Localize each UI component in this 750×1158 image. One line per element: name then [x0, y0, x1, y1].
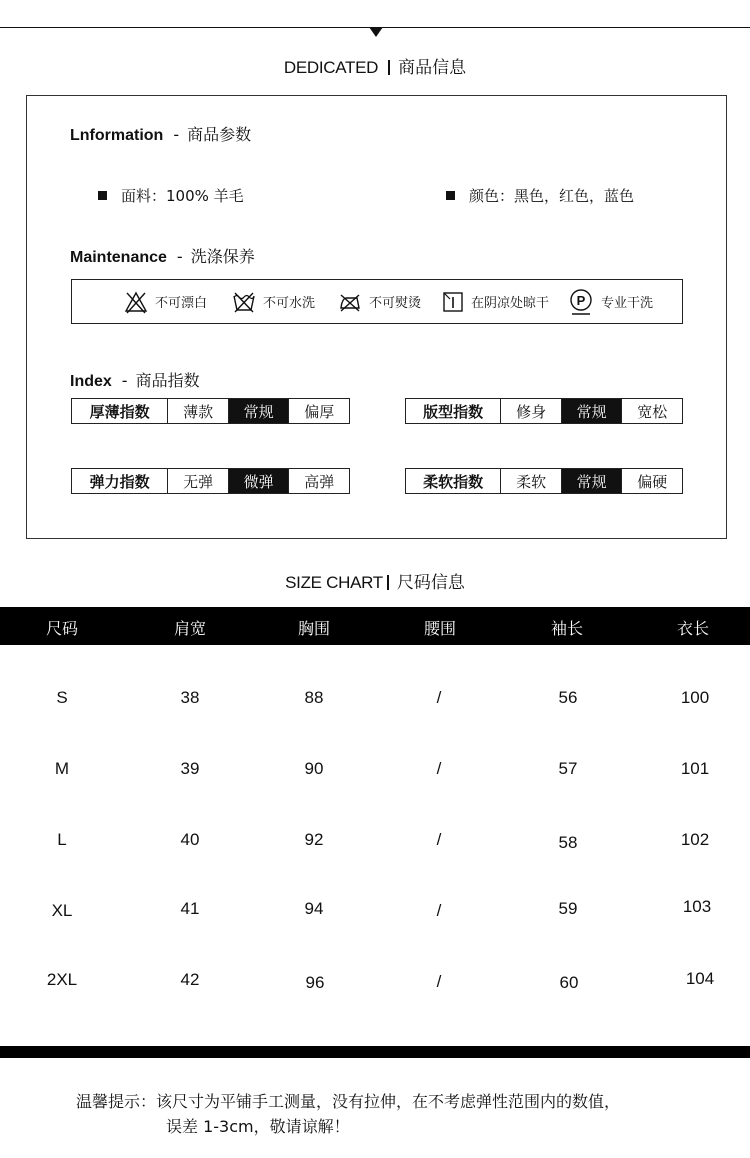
index-option: 无弹 — [167, 469, 228, 493]
index-option: 柔软 — [500, 469, 561, 493]
color-text: 颜色：黑色，红色，蓝色 — [469, 187, 635, 205]
cell-chest: 88 — [304, 688, 324, 707]
cell-waist: / — [436, 901, 442, 920]
index-option-selected: 微弹 — [228, 469, 289, 493]
care-item-no-bleach — [124, 280, 207, 323]
maintenance-heading: Maintenance - 洗涤保养 — [70, 247, 255, 266]
fabric-text: 面料：100% 羊毛 — [121, 187, 244, 205]
index-option: 修身 — [500, 399, 561, 423]
header-size: 尺码 — [45, 619, 78, 638]
care-instructions-box — [71, 279, 683, 324]
down-arrow-icon — [369, 27, 383, 37]
cell-shoulder: 39 — [180, 759, 200, 778]
table-row — [0, 759, 750, 783]
size-table-header — [0, 607, 750, 645]
index-option: 高弹 — [288, 469, 349, 493]
cell-waist: / — [436, 759, 442, 778]
maintenance-heading-en: Maintenance — [70, 249, 167, 266]
information-heading: Lnformation - 商品参数 — [70, 125, 252, 144]
care-item-no-wash — [232, 280, 315, 323]
index-heading: Index - 商品指数 — [70, 371, 200, 390]
care-label: 不可熨烫 — [369, 296, 422, 311]
no-iron-icon — [338, 290, 362, 314]
cell-chest: 90 — [304, 759, 324, 778]
cell-length: 103 — [682, 897, 712, 916]
cell-size: M — [54, 759, 70, 778]
cell-size: L — [57, 830, 67, 849]
no-bleach-icon — [124, 290, 148, 314]
cell-sleeve: 58 — [558, 833, 578, 852]
index-thickness — [71, 398, 350, 424]
bottom-divider-bar — [0, 1046, 750, 1058]
cell-waist: / — [436, 972, 442, 991]
note-line-1: 温馨提示：该尺寸为平铺手工测量，没有拉伸，在不考虑弹性范围内的数值， — [76, 1092, 621, 1111]
cell-length: 100 — [680, 688, 710, 707]
index-heading-cn: 商品指数 — [135, 371, 200, 390]
information-heading-cn: 商品参数 — [187, 125, 252, 144]
table-row — [0, 830, 750, 854]
cell-length: 104 — [685, 969, 715, 988]
dry-clean-icon — [568, 288, 594, 316]
cell-size: XL — [51, 901, 73, 920]
index-option: 偏硬 — [621, 469, 682, 493]
maintenance-heading-cn: 洗涤保养 — [190, 247, 255, 266]
cell-size: S — [56, 688, 68, 707]
title-separator — [387, 575, 389, 590]
index-elasticity — [71, 468, 350, 494]
care-item-no-iron — [338, 280, 421, 323]
no-wash-icon — [232, 290, 256, 314]
cell-chest: 92 — [304, 830, 324, 849]
care-item-shade-dry — [442, 280, 549, 323]
cell-chest: 94 — [304, 899, 324, 918]
note-line-2: 误差 1-3cm，敬请谅解！ — [166, 1117, 350, 1136]
shade-dry-icon — [442, 290, 464, 314]
index-fit — [405, 398, 683, 424]
index-name: 弹力指数 — [89, 472, 150, 491]
cell-sleeve: 60 — [559, 973, 579, 992]
index-softness — [405, 468, 683, 494]
table-row — [0, 970, 750, 994]
cell-size: 2XL — [46, 970, 78, 989]
section-title-dedicated — [0, 53, 750, 78]
index-option: 偏厚 — [288, 399, 349, 423]
index-option: 宽松 — [621, 399, 682, 423]
cell-shoulder: 38 — [180, 688, 200, 707]
cell-waist: / — [436, 688, 442, 707]
size-chart-title-en: SIZE CHART — [285, 573, 383, 592]
index-option-selected: 常规 — [228, 399, 289, 423]
cell-waist: / — [436, 830, 442, 849]
care-label: 在阴凉处晾干 — [471, 296, 550, 311]
header-chest: 胸围 — [297, 619, 330, 638]
information-heading-en: Lnformation — [70, 127, 164, 144]
care-label: 不可漂白 — [155, 296, 208, 311]
color-item — [446, 185, 634, 206]
dedicated-title-cn: 商品信息 — [398, 58, 467, 78]
cell-sleeve: 59 — [558, 899, 578, 918]
fabric-item — [98, 185, 244, 206]
cell-length: 102 — [680, 830, 710, 849]
size-chart-title-cn: 尺码信息 — [396, 573, 465, 593]
index-option-selected: 常规 — [561, 399, 622, 423]
bullet-square-icon — [446, 191, 455, 200]
header-sleeve: 袖长 — [550, 619, 583, 638]
cell-shoulder: 42 — [180, 970, 200, 989]
index-option: 薄款 — [167, 399, 228, 423]
bullet-square-icon — [98, 191, 107, 200]
care-item-dry-clean — [568, 280, 653, 323]
index-option-selected: 常规 — [561, 469, 622, 493]
cell-sleeve: 57 — [558, 759, 578, 778]
header-shoulder: 肩宽 — [173, 619, 206, 638]
cell-length: 101 — [680, 759, 710, 778]
title-separator — [388, 60, 390, 75]
cell-sleeve: 56 — [558, 688, 578, 707]
cell-shoulder: 40 — [180, 830, 200, 849]
care-label: 专业干洗 — [601, 296, 654, 311]
index-name: 版型指数 — [423, 402, 484, 421]
cell-shoulder: 41 — [180, 899, 200, 918]
care-label: 不可水洗 — [263, 296, 316, 311]
header-length: 衣长 — [676, 619, 709, 638]
dedicated-title-en: DEDICATED — [283, 58, 379, 77]
table-row — [0, 899, 750, 923]
section-title-size-chart — [0, 568, 750, 593]
table-row — [0, 688, 750, 712]
index-name: 柔软指数 — [423, 472, 484, 491]
svg-text:P: P — [576, 292, 586, 308]
header-waist: 腰围 — [423, 619, 456, 638]
index-name: 厚薄指数 — [89, 402, 150, 421]
index-heading-en: Index — [70, 373, 112, 390]
cell-chest: 96 — [305, 973, 325, 992]
